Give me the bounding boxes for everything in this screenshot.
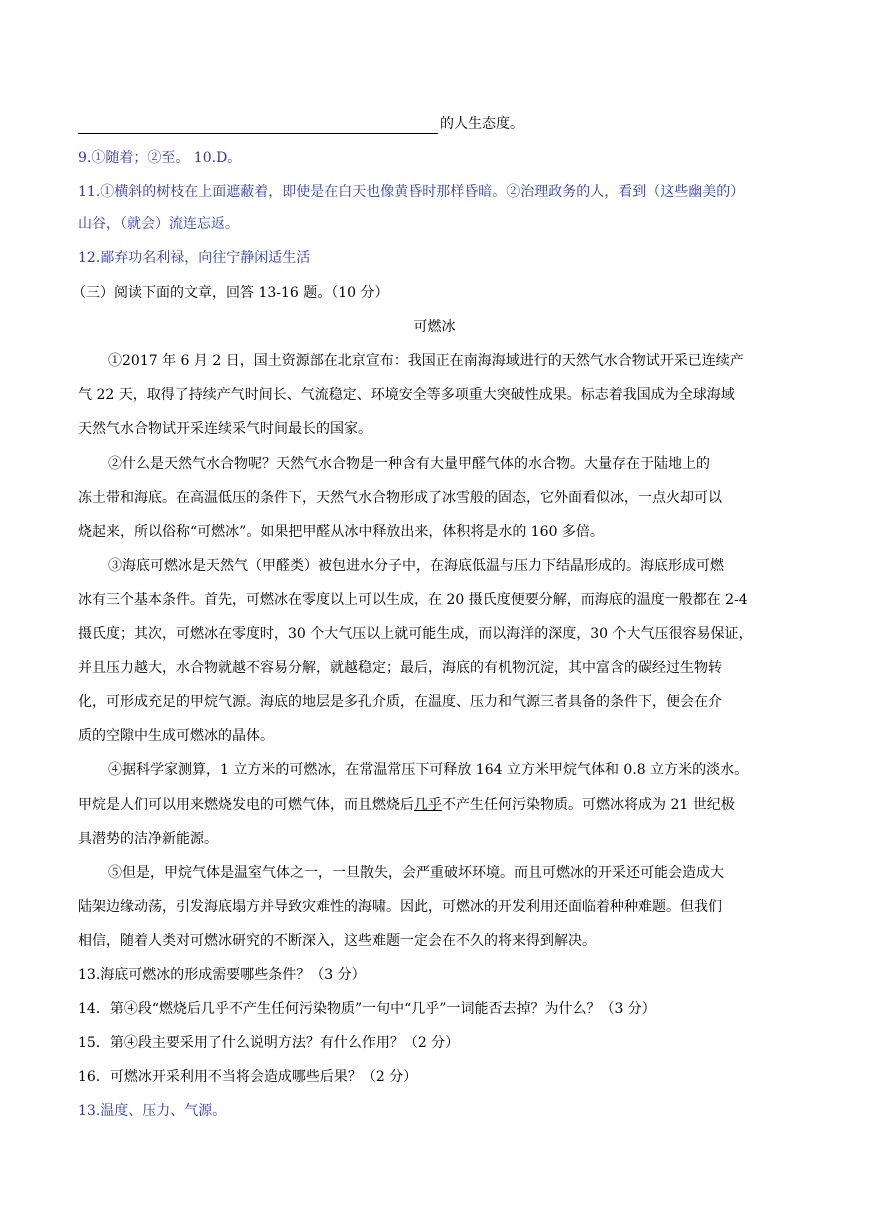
paragraph-1-line1: ①2017 年 6 月 2 日，国土资源部在北京宣布：我国正在南海海域进行的天然气水合物试开采已连续产 bbox=[108, 353, 744, 369]
answer-13: 13.温度、压力、气源。 bbox=[78, 1103, 227, 1119]
paragraph-4-line3: 具潜势的洁净新能源。 bbox=[78, 831, 218, 847]
question-16: 16．可燃冰开采利用不当将会造成哪些后果？（2 分） bbox=[78, 1069, 418, 1085]
question-13: 13.海底可燃冰的形成需要哪些条件？（3 分） bbox=[78, 967, 366, 983]
paragraph-4-line2 bbox=[78, 795, 790, 815]
paragraph-4-line2-a: 甲烷是人们可以用来燃烧发电的可燃气体，而且燃烧后 bbox=[78, 797, 414, 813]
underlined-word-jihu: 几乎 bbox=[414, 797, 442, 813]
answer-blank-rule bbox=[78, 118, 438, 134]
paragraph-5-line1: ⑤但是，甲烷气体是温室气体之一，一旦散失，会严重破坏环境。而且可燃冰的开采还可能会造成大 bbox=[108, 865, 724, 881]
answer-9-10: 9.①随着；②至。 10.D。 bbox=[78, 150, 242, 166]
question-14: 14．第④段“燃烧后几乎不产生任何污染物质”一句中“几乎”一词能否去掉？为什么？（3 分） bbox=[78, 1001, 656, 1017]
paragraph-3-line6: 质的空隙中生成可燃冰的晶体。 bbox=[78, 728, 274, 744]
answer-12: 12.鄙弃功名利禄，向往宁静闲适生活 bbox=[78, 250, 311, 266]
article-title: 可燃冰 bbox=[413, 319, 456, 335]
paragraph-4-line2-c: 不产生任何污染物质。可燃冰将成为 21 世纪极 bbox=[442, 797, 735, 813]
paragraph-3-line1: ③海底可燃冰是天然气（甲醛类）被包进水分子中，在海底低温与压力下结晶形成的。海底形成可燃 bbox=[108, 558, 724, 574]
answer-tail-line bbox=[78, 114, 790, 134]
paragraph-4-line1: ④据科学家测算，1 立方米的可燃冰，在常温常压下可释放 164 立方米甲烷气体和 0.8 立方米的淡水。 bbox=[108, 762, 749, 778]
paragraph-2-line1: ②什么是天然气水合物呢？天然气水合物是一种含有大量甲醛气体的水合物。大量存在于陆地上的 bbox=[108, 456, 710, 472]
paragraph-2-line3: 烧起来，所以俗称“可燃冰”。如果把甲醛从冰中释放出来，体积将是水的 160 多倍。 bbox=[78, 524, 604, 540]
answer-11-line2: 山谷，（就会）流连忘返。 bbox=[78, 216, 239, 232]
paragraph-5-line2: 陆架边缘动荡，引发海底塌方并导致灾难性的海啸。因此，可燃冰的开发利用还面临着种种难题。但我们 bbox=[78, 899, 722, 915]
paragraph-2-line2: 冻土带和海底。在高温低压的条件下，天然气水合物形成了冰雪般的固态，它外面看似冰，一点火却可以 bbox=[78, 490, 722, 506]
answer-11-line1: 11.①横斜的树枝在上面遮蔽着，即使是在白天也像黄昏时那样昏暗。②治理政务的人，看到（这些幽美的） bbox=[78, 184, 745, 200]
paragraph-3-line2: 冰有三个基本条件。首先，可燃冰在零度以上可以生成，在 20 摄氏度便要分解，而海底的温度一般都在 2-4 bbox=[78, 592, 748, 608]
question-15: 15．第④段主要采用了什么说明方法？有什么作用？（2 分） bbox=[78, 1035, 460, 1051]
answer-tail-text: 的人生态度。 bbox=[440, 116, 524, 132]
paragraph-1-line2: 气 22 天，取得了持续产气时间长、气流稳定、环境安全等多项重大突破性成果。标志着我国成为全球海域 bbox=[78, 387, 735, 403]
paragraph-5-line3: 相信，随着人类对可燃冰研究的不断深入，这些难题一定会在不久的将来得到解决。 bbox=[78, 933, 596, 949]
paragraph-3-line3: 摄氏度；其次，可燃冰在零度时，30 个大气压以上就可能生成，而以海洋的深度，30 个大气压很容易保证， bbox=[78, 626, 753, 642]
paragraph-3-line4: 并且压力越大，水合物就越不容易分解，就越稳定；最后，海底的有机物沉淀，其中富含的碳经过生物转 bbox=[78, 660, 722, 676]
paragraph-3-line5: 化，可形成充足的甲烷气源。海底的地层是多孔介质，在温度、压力和气源三者具备的条件下，便会在介 bbox=[78, 694, 722, 710]
paragraph-1-line3: 天然气水合物试开采连续采气时间最长的国家。 bbox=[78, 421, 372, 437]
section-three-heading: （三）阅读下面的文章，回答 13-16 题。（10 分） bbox=[72, 285, 389, 301]
